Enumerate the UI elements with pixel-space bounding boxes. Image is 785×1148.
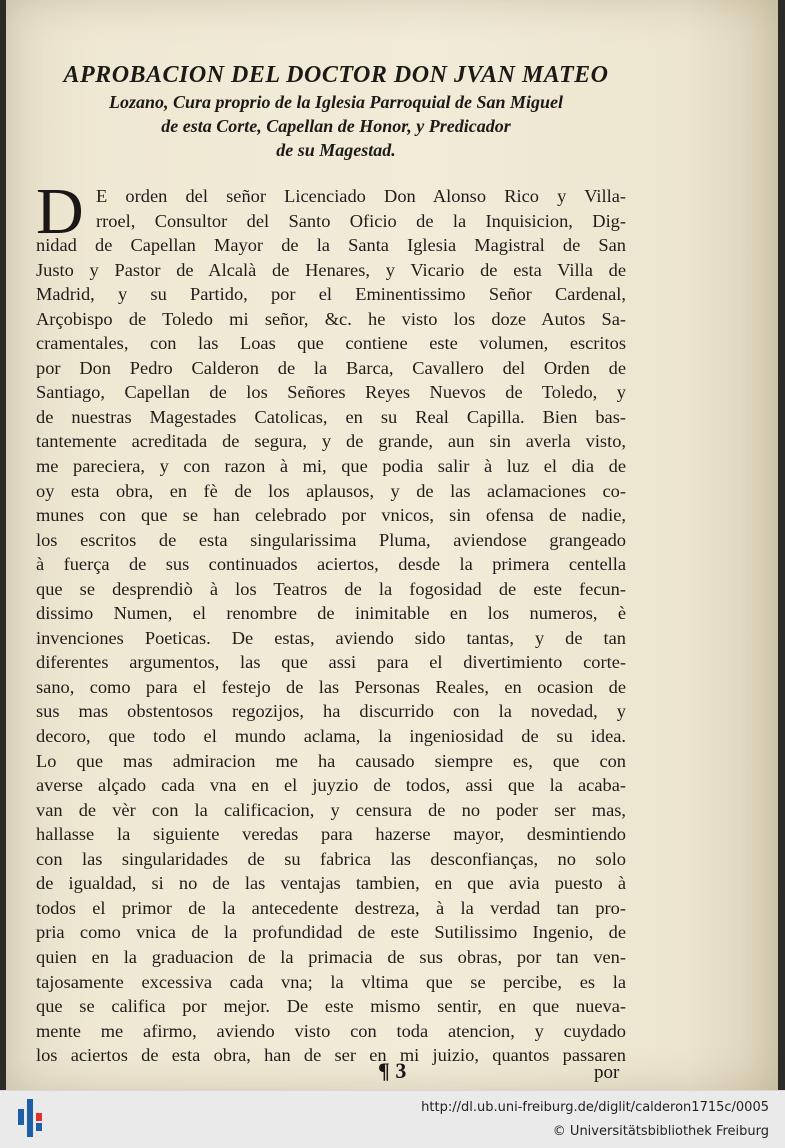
text-line: dissimo Numen, el renombre de inimitable en los numeros, è: [36, 603, 626, 624]
text-line: oy esta obra, en fè de los aplausos, y de las aclamaciones co-: [36, 480, 626, 501]
text-line: que se desprendiò à los Teatros de la fogosidad de este fecun-: [36, 578, 626, 599]
text-line: de nuestras Magestades Catolicas, en su Real Capilla. Bien bas-: [36, 406, 626, 427]
text-line: sano, como para el festejo de las Personas Reales, en ocasion de: [36, 676, 626, 697]
text-line: los aciertos de esta obra, han de ser en mi juizio, quantos passaren: [36, 1045, 626, 1066]
text-line: pria como vnica de la profundidad de este Sutilissimo Ingenio, de: [36, 922, 626, 943]
text-line: invenciones Poeticas. De estas, aviendo sido tantas, y de tan: [36, 627, 626, 648]
text-line: decoro, que todo el mundo aclama, la ingeniosidad de su idea.: [36, 726, 626, 747]
text-line: munes con que se han celebrado por vnicos, sin ofensa de nadie,: [36, 505, 626, 526]
viewer-footer: [0, 1090, 785, 1148]
catchword: por: [594, 1062, 620, 1083]
text-line: averse alçado cada vna en el juyzio de todos, assi que la acaba-: [36, 775, 626, 796]
text-line: cramentales, con las Loas que contiene este volumen, escritos: [36, 333, 626, 354]
text-line: por Don Pedro Calderon de la Barca, Cavallero del Orden de: [36, 357, 626, 378]
university-library-logo-icon: [18, 1097, 48, 1139]
text-line: à fuerça de sus continuados aciertos, desde la primera centella: [36, 554, 626, 575]
text-line: de igualdad, si no de las ventajas tambien, en que avia puesto à: [36, 873, 626, 894]
heading-line-4: de su Magestad.: [276, 140, 396, 160]
text-line: Santiago, Capellan de los Señores Reyes Nuevos de Toledo, y: [36, 382, 626, 403]
text-line: tajosamente excessiva cada vna; la vltima que se percibe, es la: [36, 971, 626, 992]
text-line: que se califica por mejor. De este mismo sentir, en que nueva-: [36, 996, 626, 1017]
copyright-notice: © Universitätsbibliothek Freiburg: [552, 1124, 769, 1139]
text-line: nidad de Capellan Mayor de la Santa Iglesia Magistral de San: [36, 235, 626, 256]
text-line: diferentes argumentos, las que assi para el divertimiento corte-: [36, 652, 626, 673]
text-line: los escritos de esta singularissima Pluma, aviendose grangeado: [36, 529, 626, 550]
approval-heading: [36, 60, 636, 162]
text-line: Lo que mas admiracion me ha causado siempre es, que con: [36, 750, 626, 771]
text-line: Madrid, y su Partido, por el Eminentissimo Señor Cardenal,: [36, 284, 626, 305]
text-line: van de vèr con la calificacion, y censura de no poder ser mas,: [36, 799, 626, 820]
text-line: Arçobispo de Toledo mi señor, &c. he visto los doze Autos Sa-: [36, 308, 626, 329]
document-url-link[interactable]: http://dl.ub.uni-freiburg.de/diglit/calderon1715c/0005: [421, 1100, 769, 1115]
drop-cap: D: [36, 175, 84, 248]
text-line: rroel, Consultor del Santo Oficio de la Inquisicion, Dig-: [96, 210, 626, 231]
heading-line-1: APROBACION DEL DOCTOR DON JVAN MATEO: [63, 62, 609, 88]
heading-line-2: Lozano, Cura proprio de la Iglesia Parroquial de San Miguel: [108, 92, 564, 112]
approval-body-text: [36, 175, 626, 1068]
text-line: quien en la graduacion de la primacia de sus obras, por tan ven-: [36, 946, 626, 967]
text-line: hallasse la siguiente veredas para hazerse mayor, desmintiendo: [36, 824, 626, 845]
text-line: mente me afirmo, aviendo visto con toda atencion, y cuydado: [36, 1020, 626, 1041]
text-line: tantemente acreditada de segura, y de grande, aun sin averla visto,: [36, 431, 626, 452]
signature-mark: ¶ 3: [378, 1058, 407, 1083]
text-line: Justo y Pastor de Alcalà de Henares, y Vicario de esta Villa de: [36, 259, 626, 280]
text-line: sus mas obstentosos regozijos, ha discurrido con la novedad, y: [36, 701, 626, 722]
text-line: E orden del señor Licenciado Don Alonso Rico y Villa-: [96, 186, 626, 206]
text-line: todos el primor de la antecedente destreza, à la verdad tan pro-: [36, 897, 626, 918]
text-line: con las singularidades de su fabrica las desconfianças, no solo: [36, 848, 626, 869]
text-line: me pareciera, y con razon à mi, que podia salir à luz el dia de: [36, 456, 626, 477]
heading-line-3: de esta Corte, Capellan de Honor, y Predicador: [161, 116, 511, 136]
